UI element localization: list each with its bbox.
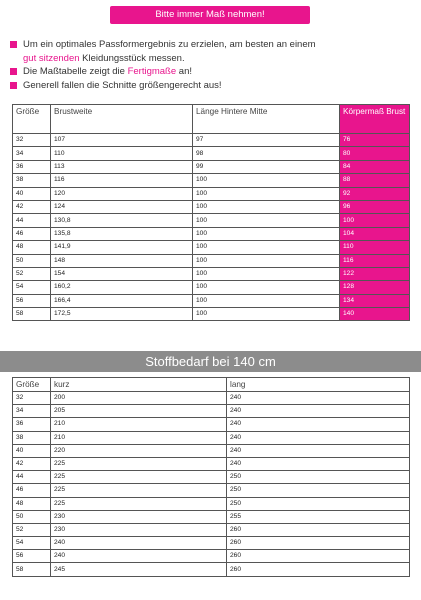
header-brustweite: Brustweite (51, 105, 193, 134)
table-cell: 34 (13, 405, 51, 418)
table-cell: 225 (51, 471, 227, 484)
table-cell: 134 (340, 294, 410, 307)
table-cell: 36 (13, 418, 51, 431)
table-cell: 56 (13, 294, 51, 307)
table-cell: 50 (13, 510, 51, 523)
highlight-text: Fertigmaße (127, 66, 177, 77)
table-cell: 240 (227, 457, 410, 470)
fabric-table (12, 377, 410, 577)
table-cell: 96 (340, 200, 410, 213)
table-cell: 44 (13, 471, 51, 484)
pink-square-icon (10, 41, 17, 48)
table-row (13, 405, 410, 418)
table-cell: 100 (193, 174, 340, 187)
table-cell: 160,2 (51, 281, 193, 294)
table-cell: 225 (51, 457, 227, 470)
table-cell: 100 (193, 200, 340, 213)
table-row (13, 308, 410, 321)
instruction-banner: Bitte immer Maß nehmen! (110, 6, 310, 24)
table-cell: 98 (193, 147, 340, 160)
table-cell: 48 (13, 497, 51, 510)
table-cell: 210 (51, 431, 227, 444)
table-row (13, 457, 410, 470)
table-cell: 54 (13, 537, 51, 550)
bullet-item (10, 38, 410, 52)
table-cell: 116 (340, 254, 410, 267)
table-cell: 104 (340, 227, 410, 240)
table-cell: 100 (193, 187, 340, 200)
table-cell: 36 (13, 160, 51, 173)
highlight-text: gut sitzenden (23, 52, 80, 64)
table-cell: 92 (340, 187, 410, 200)
table-cell: 44 (13, 214, 51, 227)
table-cell: 110 (51, 147, 193, 160)
table-cell: 154 (51, 267, 193, 280)
table-cell: 88 (340, 174, 410, 187)
header-groesse: Größe (13, 378, 51, 392)
table-cell: 52 (13, 267, 51, 280)
table-row (13, 497, 410, 510)
table-cell: 100 (193, 267, 340, 280)
table-cell: 113 (51, 160, 193, 173)
table-cell: 225 (51, 497, 227, 510)
table-cell: 140 (340, 308, 410, 321)
table-cell: 32 (13, 392, 51, 405)
table-cell: 100 (193, 214, 340, 227)
table-row (13, 444, 410, 457)
table-cell: 120 (51, 187, 193, 200)
table-cell: 210 (51, 418, 227, 431)
size-table (12, 104, 410, 321)
table-cell: 107 (51, 134, 193, 147)
table-cell: 34 (13, 147, 51, 160)
table-cell: 46 (13, 227, 51, 240)
table-row (13, 550, 410, 563)
table-row (13, 214, 410, 227)
table-row (13, 134, 410, 147)
fabric-title-bar: Stoffbedarf bei 140 cm (0, 351, 421, 372)
table-row (13, 392, 410, 405)
table-row (13, 523, 410, 536)
table-row (13, 187, 410, 200)
table-cell: 141,9 (51, 241, 193, 254)
header-laenge: Länge Hintere Mitte (193, 105, 340, 134)
table-row (13, 241, 410, 254)
table-cell: 100 (193, 254, 340, 267)
table-cell: 100 (193, 227, 340, 240)
table-cell: 97 (193, 134, 340, 147)
header-lang: lang (227, 378, 410, 392)
table-cell: 100 (193, 281, 340, 294)
table-cell: 205 (51, 405, 227, 418)
bullet-text: Kleidungsstück messen. (79, 52, 185, 64)
table-cell: 240 (227, 444, 410, 457)
table-cell: 116 (51, 174, 193, 187)
table-cell: 240 (227, 418, 410, 431)
table-row (13, 510, 410, 523)
table-row (13, 484, 410, 497)
table-cell: 76 (340, 134, 410, 147)
table-cell: 100 (193, 308, 340, 321)
table-row (13, 431, 410, 444)
table-cell: 166,4 (51, 294, 193, 307)
table-cell: 80 (340, 147, 410, 160)
bullet-item (10, 65, 410, 79)
bullet-text: Generell fallen die Schnitte größengerecht aus! (23, 79, 222, 91)
table-cell: 172,5 (51, 308, 193, 321)
table-cell: 40 (13, 444, 51, 457)
table-cell: 220 (51, 444, 227, 457)
table-cell: 99 (193, 160, 340, 173)
table-cell: 250 (227, 484, 410, 497)
table-cell: 148 (51, 254, 193, 267)
table-cell: 260 (227, 563, 410, 576)
bullet-item (10, 79, 410, 93)
table-row (13, 294, 410, 307)
table-row (13, 254, 410, 267)
table-cell: 100 (340, 214, 410, 227)
header-kurz: kurz (51, 378, 227, 392)
table-cell: 100 (193, 241, 340, 254)
table-cell: 260 (227, 550, 410, 563)
bullet-continuation (10, 52, 410, 66)
table-cell: 130,8 (51, 214, 193, 227)
table-cell: 135,8 (51, 227, 193, 240)
table-cell: 32 (13, 134, 51, 147)
header-koerpermass: Körpermaß Brust (340, 105, 410, 134)
table-cell: 230 (51, 523, 227, 536)
table-cell: 260 (227, 523, 410, 536)
table-cell: 250 (227, 471, 410, 484)
bullet-text: Die Maßtabelle zeigt die Fertigmaße an! (23, 66, 192, 77)
table-cell: 84 (340, 160, 410, 173)
info-bullets (10, 38, 410, 92)
table-row (13, 147, 410, 160)
size-table-header (13, 105, 410, 134)
table-cell: 42 (13, 457, 51, 470)
table-cell: 38 (13, 174, 51, 187)
pink-square-icon (10, 82, 17, 89)
table-row (13, 174, 410, 187)
table-row (13, 281, 410, 294)
table-cell: 245 (51, 563, 227, 576)
table-cell: 240 (227, 431, 410, 444)
table-cell: 110 (340, 241, 410, 254)
table-cell: 240 (227, 405, 410, 418)
table-cell: 58 (13, 563, 51, 576)
table-row (13, 200, 410, 213)
table-row (13, 537, 410, 550)
table-cell: 260 (227, 537, 410, 550)
table-cell: 128 (340, 281, 410, 294)
table-cell: 38 (13, 431, 51, 444)
table-row (13, 267, 410, 280)
table-cell: 240 (51, 550, 227, 563)
table-cell: 50 (13, 254, 51, 267)
table-cell: 200 (51, 392, 227, 405)
table-cell: 42 (13, 200, 51, 213)
table-cell: 250 (227, 497, 410, 510)
table-row (13, 471, 410, 484)
table-cell: 225 (51, 484, 227, 497)
table-cell: 48 (13, 241, 51, 254)
table-cell: 46 (13, 484, 51, 497)
table-cell: 240 (51, 537, 227, 550)
table-row (13, 227, 410, 240)
header-groesse: Größe (13, 105, 51, 134)
table-cell: 56 (13, 550, 51, 563)
table-cell: 230 (51, 510, 227, 523)
table-cell: 52 (13, 523, 51, 536)
table-cell: 54 (13, 281, 51, 294)
table-row (13, 160, 410, 173)
table-cell: 40 (13, 187, 51, 200)
pink-square-icon (10, 68, 17, 75)
table-row (13, 418, 410, 431)
table-cell: 255 (227, 510, 410, 523)
table-cell: 240 (227, 392, 410, 405)
table-row (13, 563, 410, 576)
table-cell: 124 (51, 200, 193, 213)
bullet-text: Um ein optimales Passformergebnis zu erzielen, am besten an einem (23, 39, 316, 50)
fabric-table-header (13, 378, 410, 392)
table-cell: 58 (13, 308, 51, 321)
table-cell: 100 (193, 294, 340, 307)
table-cell: 122 (340, 267, 410, 280)
